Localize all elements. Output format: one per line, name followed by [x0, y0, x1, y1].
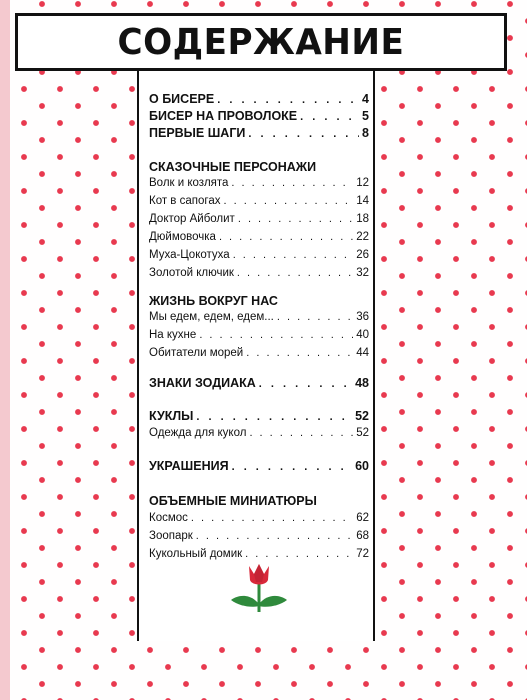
toc-entry-kukly[interactable] [149, 409, 369, 425]
leader-dots [248, 128, 359, 140]
toc-entry-page: 48 [355, 376, 369, 390]
toc-entry[interactable] [149, 231, 369, 247]
leader-dots [219, 231, 353, 243]
toc-entry-label: Волк и козлята [149, 177, 229, 189]
toc-entry-znaki-zodiaka[interactable] [149, 376, 369, 392]
toc-entry-label: Мы едем, едем, едем... [149, 311, 274, 323]
leader-dots [246, 347, 353, 359]
toc-entry-label: О БИСЕРЕ [149, 92, 215, 106]
toc-entry-label: Зоопарк [149, 530, 193, 542]
table-of-contents [137, 71, 375, 641]
toc-entry-label: ЗНАКИ ЗОДИАКА [149, 376, 256, 390]
toc-entry[interactable] [149, 512, 369, 528]
toc-entry[interactable] [149, 347, 369, 363]
leader-dots [191, 512, 353, 524]
toc-entry-page: 5 [362, 109, 369, 123]
leader-dots [249, 427, 353, 439]
toc-entry-ukrasheniya[interactable] [149, 459, 369, 475]
leader-dots [237, 267, 353, 279]
toc-entry-page: 62 [356, 512, 369, 524]
toc-entry-label: Кукольный домик [149, 548, 243, 560]
leader-dots [196, 411, 352, 423]
flower-leaf-left [231, 596, 259, 607]
toc-entry[interactable] [149, 311, 369, 327]
toc-entry-label: Кот в сапогах [149, 195, 221, 207]
leader-dots [217, 94, 359, 106]
leader-dots [223, 195, 353, 207]
toc-entry-page: 52 [355, 409, 369, 423]
toc-entry-label: Одежда для кукол [149, 427, 247, 439]
toc-entry-page: 26 [356, 249, 369, 261]
toc-entry[interactable] [149, 195, 369, 211]
flower-bloom-shade [254, 564, 264, 582]
page-edge [0, 0, 10, 700]
section-heading-fairy: СКАЗОЧНЫЕ ПЕРСОНАЖИ [149, 160, 317, 174]
leader-dots [233, 249, 354, 261]
leader-dots [259, 378, 352, 390]
toc-entry-label: БИСЕР НА ПРОВОЛОКЕ [149, 109, 298, 123]
leader-dots [245, 548, 353, 560]
toc-entry-label: КУКЛЫ [149, 409, 194, 423]
toc-entry-page: 18 [356, 213, 369, 225]
toc-entry-page: 8 [362, 126, 369, 140]
toc-entry-label: Муха-Цокотуха [149, 249, 230, 261]
toc-entry-label: УКРАШЕНИЯ [149, 459, 229, 473]
toc-entry-label: Обитатели морей [149, 347, 244, 359]
toc-entry-o-bisere[interactable] [149, 92, 369, 108]
toc-entry[interactable] [149, 427, 369, 443]
toc-entry-label: Доктор Айболит [149, 213, 235, 225]
toc-entry-page: 32 [356, 267, 369, 279]
toc-entry-page: 68 [356, 530, 369, 542]
section-heading-volume: ОБЪЕМНЫЕ МИНИАТЮРЫ [149, 494, 317, 508]
toc-entry-page: 72 [356, 548, 369, 560]
toc-entry[interactable] [149, 329, 369, 345]
leader-dots [300, 111, 359, 123]
toc-entry-label: Дюймовочка [149, 231, 216, 243]
leader-dots [199, 329, 353, 341]
toc-entry-page: 60 [355, 459, 369, 473]
toc-entry[interactable] [149, 530, 369, 546]
leader-dots [277, 311, 353, 323]
toc-entry-label: На кухне [149, 329, 197, 341]
toc-entry-biser-na-provoloke[interactable] [149, 109, 369, 125]
toc-entry-page: 22 [356, 231, 369, 243]
page-title: СОДЕРЖАНИЕ [117, 21, 405, 63]
toc-entry-label: ПЕРВЫЕ ШАГИ [149, 126, 246, 140]
toc-entry-page: 52 [356, 427, 369, 439]
title-box [15, 13, 507, 71]
leader-dots [196, 530, 353, 542]
toc-entry-page: 14 [356, 195, 369, 207]
toc-entry-page: 44 [356, 347, 369, 359]
toc-entry-page: 12 [356, 177, 369, 189]
flower-leaf-right [259, 596, 287, 607]
toc-entry-pervye-shagi[interactable] [149, 126, 369, 142]
toc-entry-label: Золотой ключик [149, 267, 234, 279]
leader-dots [238, 213, 353, 225]
toc-entry[interactable] [149, 267, 369, 283]
toc-entry-page: 40 [356, 329, 369, 341]
toc-entry-page: 36 [356, 311, 369, 323]
toc-entry[interactable] [149, 213, 369, 229]
toc-entry[interactable] [149, 249, 369, 265]
leader-dots [231, 177, 353, 189]
toc-entry-label: Космос [149, 512, 188, 524]
toc-entry-page: 4 [362, 92, 369, 106]
leader-dots [232, 461, 353, 473]
section-heading-life: ЖИЗНЬ ВОКРУГ НАС [149, 294, 278, 308]
toc-entry[interactable] [149, 177, 369, 193]
tulip-flower-icon [229, 560, 289, 620]
